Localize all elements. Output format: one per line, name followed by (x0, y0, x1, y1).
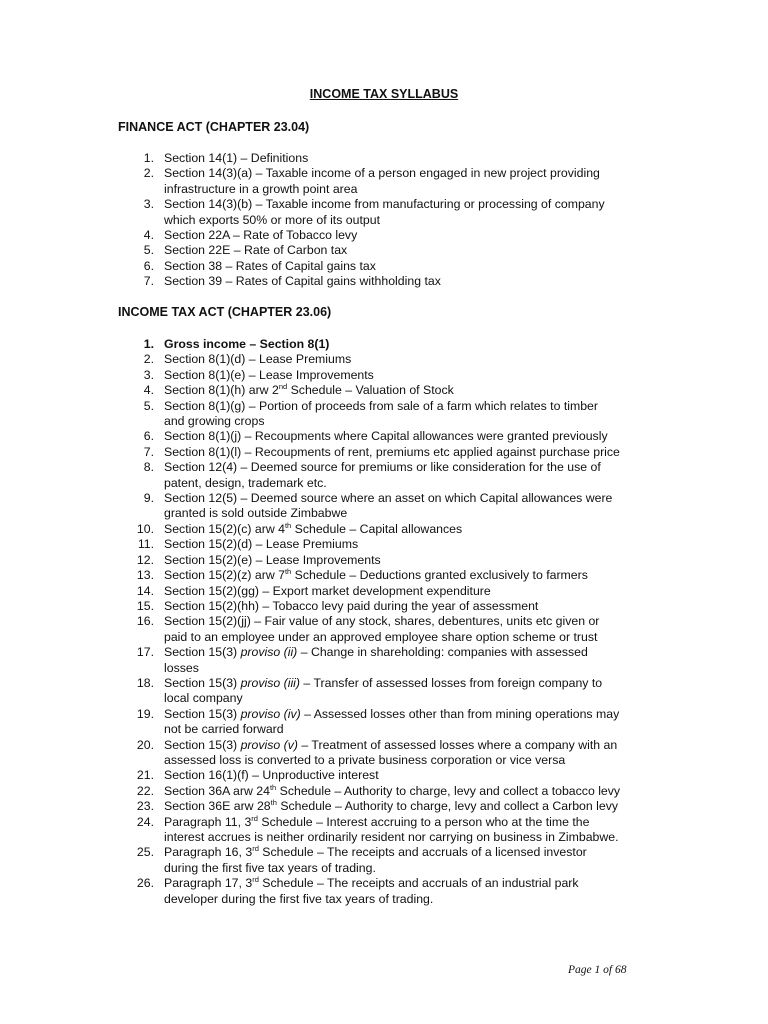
list-item-text: Paragraph 11, 3 (164, 814, 252, 829)
list-item (118, 383, 658, 398)
list-item-text: Section 16(1)(f) – Unproductive interest (164, 768, 379, 783)
list-item-text: developer during the first five tax years of trading. (164, 891, 434, 906)
list-item-number: 7. (143, 444, 154, 459)
proviso-label: proviso (iii) (240, 675, 301, 690)
ordinal-suffix: th (270, 798, 277, 808)
list-item-number: 18. (136, 675, 154, 690)
list-item-text: Paragraph 17, 3 (164, 876, 253, 891)
list-item-text: Schedule – The receipts and accruals of an industrial park (258, 876, 579, 891)
list-item-number: 25. (136, 845, 154, 860)
list-item-number: 13. (136, 568, 154, 583)
list-item-text: Paragraph 16, 3 (164, 845, 253, 860)
list-item-text: Section 15(3) (164, 706, 241, 721)
list-item-text: Section 8(1)(h) arw 2 (164, 383, 279, 398)
finance-act-list (118, 151, 658, 290)
list-item-number: 4. (143, 228, 154, 243)
list-item (118, 784, 658, 799)
list-item (118, 676, 658, 707)
list-item-number: 8. (143, 460, 154, 475)
list-item-text: – Change in shareholding: companies with assessed (297, 645, 588, 660)
list-item (118, 445, 658, 460)
list-item (118, 368, 658, 383)
ordinal-suffix: rd (251, 813, 258, 823)
list-item-text: Section 36E arw 28 (164, 799, 271, 814)
list-item-number: 6. (143, 429, 154, 444)
list-item-text: Section 38 – Rates of Capital gains tax (164, 258, 376, 273)
ordinal-suffix: rd (252, 844, 259, 854)
list-item-text: Section 8(1)(d) – Lease Premiums (164, 352, 352, 367)
list-item-text: Gross income – Section 8(1) (164, 337, 330, 351)
list-item-number: 24. (136, 814, 154, 829)
list-item (118, 584, 658, 599)
ordinal-suffix: nd (278, 382, 288, 392)
list-item (118, 197, 658, 228)
list-item-text: Section 15(2)(hh) – Tobacco levy paid during the year of assessment (164, 598, 539, 613)
list-item-text: Schedule – Interest accruing to a person who at the time the (257, 814, 590, 829)
list-item-text: Section 15(3) (164, 737, 241, 752)
list-item (118, 352, 658, 367)
list-item-text: Section 39 – Rates of Capital gains withholding tax (164, 274, 441, 289)
list-item-text: not be carried forward (164, 722, 284, 737)
list-item (118, 243, 658, 258)
list-item (118, 707, 658, 738)
list-item-text: Section 22E – Rate of Carbon tax (164, 243, 348, 258)
list-item (118, 460, 658, 491)
list-item-text: infrastructure in a growth point area (164, 181, 358, 196)
list-item-number: 23. (136, 799, 154, 814)
list-item-number: 20. (136, 737, 154, 752)
list-item-text: Section 8(1)(g) – Portion of proceeds from sale of a farm which relates to timber (164, 398, 598, 413)
list-item (118, 845, 658, 876)
income-tax-act-list (118, 337, 658, 907)
list-item (118, 537, 658, 552)
list-item (118, 491, 658, 522)
list-item (118, 274, 658, 289)
list-item-number: 14. (136, 583, 154, 598)
list-item (118, 228, 658, 243)
ordinal-suffix: th (284, 520, 292, 530)
list-item-text: – Assessed losses other than from mining operations may (300, 706, 620, 721)
list-item (118, 599, 658, 614)
list-item (118, 337, 658, 352)
list-item (118, 738, 658, 769)
list-item-text: which exports 50% or more of its output (164, 212, 380, 227)
list-item-number: 21. (136, 768, 154, 783)
list-item-number: 9. (143, 491, 154, 506)
list-item-text: interest accrues is neither ordinarily resident nor carrying on business in Zimbabwe. (164, 830, 619, 844)
list-item-text: Section 12(5) – Deemed source where an asset on which Capital allowances were (164, 491, 613, 506)
list-item-text: Section 15(2)(z) arw 7 (164, 568, 285, 583)
proviso-label: proviso (ii) (240, 645, 298, 660)
list-item (118, 614, 658, 645)
list-item-text: Section 15(3) (164, 675, 241, 690)
list-item-text: Section 14(3)(a) – Taxable income of a person engaged in new project providing (164, 166, 600, 181)
list-item-text: Schedule – Deductions granted exclusively to farmers (291, 568, 588, 583)
list-item (118, 553, 658, 568)
list-item-number: 11. (137, 537, 154, 552)
list-item-number: 5. (143, 243, 154, 258)
list-item-text: and growing crops (164, 414, 265, 429)
page-number: Page 1 of 68 (568, 964, 627, 976)
list-item-text: Schedule – Capital allowances (291, 521, 463, 536)
list-item-text: Section 15(2)(d) – Lease Premiums (164, 537, 359, 552)
list-item-text: Section 8(1)(l) – Recoupments of rent, premiums etc applied against purchase price (164, 444, 620, 459)
list-item-text: Section 8(1)(e) – Lease Improvements (164, 367, 374, 382)
list-item-number: 3. (143, 197, 154, 212)
list-item-text: granted is sold outside Zimbabwe (164, 506, 348, 521)
list-item-number: 4. (143, 383, 154, 398)
list-item-number: 3. (143, 367, 154, 382)
list-item (118, 815, 658, 846)
list-item-text: Schedule – Authority to charge, levy and collect a Carbon levy (276, 799, 619, 814)
list-item-text: local company (164, 691, 243, 706)
list-item-number: 12. (136, 552, 154, 567)
list-item-text: Section 8(1)(j) – Recoupments where Capital allowances were granted previously (164, 429, 608, 444)
list-item-text: – Transfer of assessed losses from foreign company to (300, 675, 603, 690)
list-item-text: Section 36A arw 24 (164, 783, 270, 798)
list-item-text: Schedule – Valuation of Stock (287, 383, 454, 398)
list-item-number: 1. (143, 151, 154, 165)
list-item-text: paid to an employee under an approved employee share option scheme or trust (164, 629, 598, 644)
list-item-text: assessed loss is converted to a private business corporation or vice versa (164, 752, 566, 767)
list-item-number: 5. (143, 398, 154, 413)
section-heading-income-tax-act: INCOME TAX ACT (CHAPTER 23.06) (118, 305, 332, 319)
list-item-number: 17. (136, 645, 154, 660)
list-item-text: Section 15(2)(c) arw 4 (164, 521, 285, 536)
list-item-text: Section 15(2)(e) – Lease Improvements (164, 552, 381, 567)
list-item (118, 768, 658, 783)
ordinal-suffix: rd (252, 875, 259, 885)
proviso-label: proviso (v) (240, 737, 298, 752)
list-item-number: 16. (136, 614, 154, 629)
list-item-text: Section 22A – Rate of Tobacco levy (164, 228, 358, 243)
list-item-number: 7. (143, 274, 154, 289)
list-item-number: 1. (143, 337, 154, 351)
list-item (118, 568, 658, 583)
list-item-text: Section 14(3)(b) – Taxable income from manufacturing or processing of company (164, 197, 605, 212)
list-item-text: Section 15(3) (164, 645, 241, 660)
list-item-number: 26. (136, 876, 154, 891)
document-title: INCOME TAX SYLLABUS (309, 87, 459, 101)
list-item-number: 19. (136, 706, 154, 721)
list-item-text: – Treatment of assessed losses where a company with an (297, 737, 618, 752)
list-item-text: Section 15(2)(jj) – Fair value of any stock, shares, debentures, units etc given or (164, 614, 600, 629)
list-item-number: 10. (136, 521, 154, 536)
list-item-text: Section 14(1) – Definitions (164, 151, 309, 165)
ordinal-suffix: th (269, 782, 277, 792)
list-item (118, 876, 658, 907)
list-item (118, 799, 658, 814)
list-item (118, 645, 658, 676)
list-item (118, 522, 658, 537)
list-item-text: during the first five tax years of trading. (164, 860, 376, 875)
ordinal-suffix: th (284, 567, 292, 577)
list-item-number: 2. (143, 166, 154, 181)
list-item-text: Schedule – The receipts and accruals of a licensed investor (258, 845, 587, 860)
list-item-text: losses (164, 660, 199, 675)
section-heading-finance-act: FINANCE ACT (CHAPTER 23.04) (118, 120, 310, 134)
list-item-number: 2. (143, 352, 154, 367)
list-item-text: patent, design, trademark etc. (164, 475, 327, 490)
proviso-label: proviso (iv) (240, 706, 301, 721)
list-item-text: Section 12(4) – Deemed source for premiums or like consideration for the use of (164, 460, 601, 475)
list-item (118, 399, 658, 430)
list-item-number: 22. (136, 783, 154, 798)
list-item-text: Section 15(2)(gg) – Export market development expenditure (164, 583, 491, 598)
list-item-text: Schedule – Authority to charge, levy and collect a tobacco levy (276, 783, 621, 798)
list-item (118, 259, 658, 274)
list-item (118, 166, 658, 197)
list-item (118, 429, 658, 444)
list-item-number: 6. (143, 258, 154, 273)
list-item-number: 15. (136, 598, 154, 613)
list-item (118, 151, 658, 166)
